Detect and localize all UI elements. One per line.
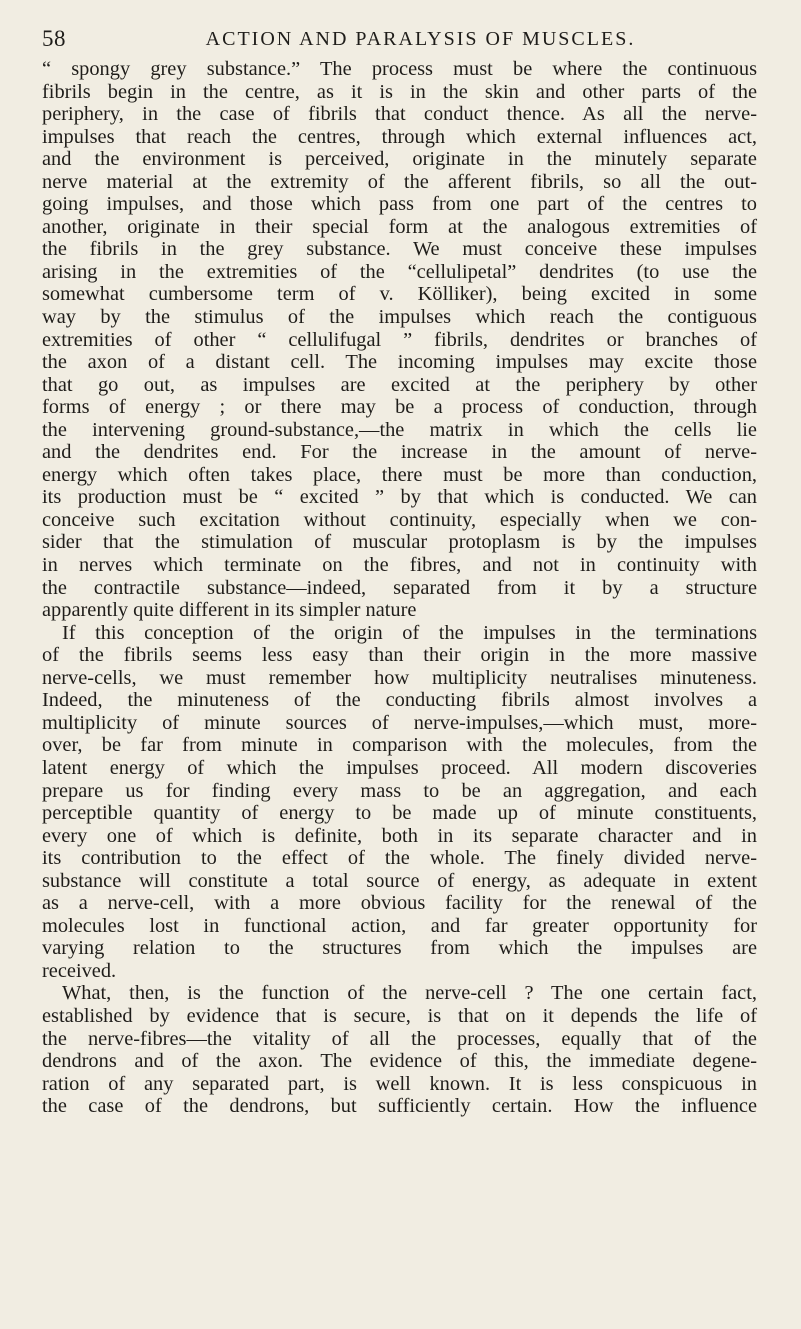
text-line: substance will constitute a total source of energy, as adequate in extent — [42, 869, 757, 892]
running-head: ACTION AND PARALYSIS OF MUSCLES. — [205, 28, 636, 50]
text-line: multiplicity of minute sources of nerve-impulses,—which must, more- — [42, 711, 757, 734]
text-line: somewhat cumbersome term of v. Kölliker), being excited in some — [42, 283, 757, 306]
text-line: nerve-cells, we must remember how multiplicity neutralises minuteness. — [42, 666, 757, 689]
page-number: 58 — [42, 26, 66, 51]
text-line: every one of which is definite, both in its separate character and in — [42, 824, 757, 847]
text-line: perceptible quantity of energy to be made up of minute constituents, — [42, 802, 757, 825]
text-line: varying relation to the structures from which the impulses are — [42, 937, 757, 960]
text-line: the contractile substance—indeed, separated from it by a structure — [42, 576, 757, 599]
text-line: another, originate in their special form at the analogous extremities of — [42, 215, 757, 238]
text-line: the axon of a distant cell. The incoming impulses may excite those — [42, 351, 757, 374]
text-line: the intervening ground-substance,—the matrix in which the cells lie — [42, 418, 757, 441]
text-line: in nerves which terminate on the fibres, and not in continuity with — [42, 554, 757, 577]
text-line: going impulses, and those which pass from one part of the centres to — [42, 193, 757, 216]
text-line: dendrons and of the axon. The evidence of this, the immediate degene- — [42, 1050, 757, 1073]
text-line: the nerve-fibres—the vitality of all the processes, equally that of the — [42, 1027, 757, 1050]
text-line: its contribution to the effect of the whole. The finely divided nerve- — [42, 847, 757, 870]
text-line: sider that the stimulation of muscular protoplasm is by the impulses — [42, 531, 757, 554]
text-line: Indeed, the minuteness of the conducting fibrils almost involves a — [42, 689, 757, 712]
text-line: that go out, as impulses are excited at the periphery by other — [42, 373, 757, 396]
text-line: molecules lost in functional action, and far greater opportunity for — [42, 914, 757, 937]
text-line: ration of any separated part, is well known. It is less conspicuous in — [42, 1072, 757, 1095]
text-line: the case of the dendrons, but sufficiently certain. How the influence — [42, 1095, 757, 1118]
text-line: of the fibrils seems less easy than their origin in the more massive — [42, 644, 757, 667]
text-line: latent energy of which the impulses proceed. All modern discoveries — [42, 756, 757, 779]
text-line: as a nerve-cell, with a more obvious facility for the renewal of the — [42, 892, 757, 915]
page-header — [0, 26, 801, 56]
text-line: “ spongy grey substance.” The process must be where the continuous — [42, 58, 757, 80]
text-line: and the environment is perceived, originate in the minutely separate — [42, 148, 757, 171]
text-line: If this conception of the origin of the impulses in the terminations — [62, 621, 757, 644]
text-line: energy which often takes place, there must be more than conduction, — [42, 463, 757, 486]
text-line: its production must be “ excited ” by that which is conducted. We can — [42, 486, 757, 509]
text-line: extremities of other “ cellulifugal ” fibrils, dendrites or branches of — [42, 328, 757, 351]
text-line: fibrils begin in the centre, as it is in the skin and other parts of the — [42, 80, 757, 103]
text-line: over, be far from minute in comparison with the molecules, from the — [42, 734, 757, 757]
text-line: and the dendrites end. For the increase in the amount of nerve- — [42, 441, 757, 464]
text-line: forms of energy ; or there may be a process of conduction, through — [42, 396, 757, 419]
text-line: arising in the extremities of the “cellulipetal” dendrites (to use the — [42, 260, 757, 283]
text-line: What, then, is the function of the nerve-cell ? The one certain fact, — [62, 982, 757, 1005]
text-line: established by evidence that is secure, is that on it depends the life of — [42, 1004, 757, 1027]
text-line: way by the stimulus of the impulses which reach the contiguous — [42, 306, 757, 329]
text-line: periphery, in the case of fibrils that conduct thence. As all the nerve- — [42, 103, 757, 126]
text-line: received. — [42, 959, 117, 982]
text-line: prepare us for finding every mass to be an aggregation, and each — [42, 779, 757, 802]
text-line: apparently quite different in its simpler nature — [42, 599, 417, 622]
body-text — [42, 58, 757, 1118]
text-line: the fibrils in the grey substance. We must conceive these impulses — [42, 238, 757, 261]
text-line: conceive such excitation without continuity, especially when we con- — [42, 508, 757, 531]
text-line: impulses that reach the centres, through which external influences act, — [42, 125, 757, 148]
text-line: nerve material at the extremity of the afferent fibrils, so all the out- — [42, 170, 757, 193]
